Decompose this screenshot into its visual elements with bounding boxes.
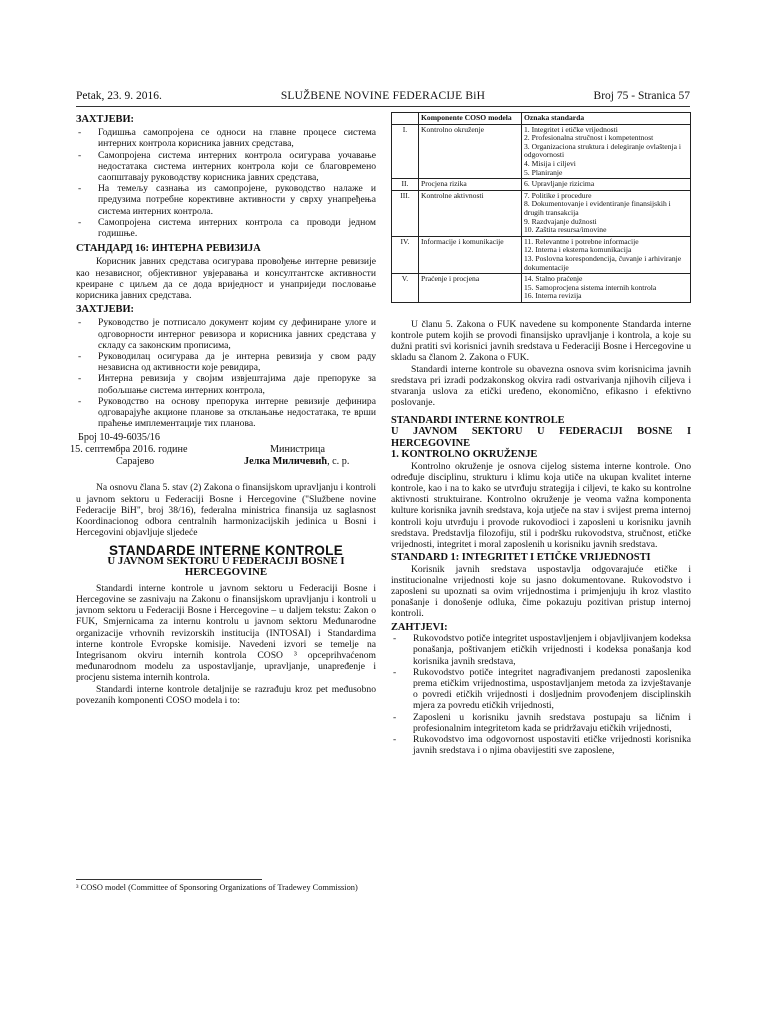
document-place: Сарајево — [116, 456, 155, 468]
document-number: Број 10-49-6035/16 — [78, 432, 160, 444]
list-item: - Руководство на основу препорука интерне ревизије дефинира одговарајуће акционе планове за отклањање недостатака, те врши праћење имплементације тих планова. — [76, 396, 376, 430]
table-cell-num: IV. — [392, 236, 419, 273]
list-item: - Rukovodstvo potiče integritet nagrađivanjem predanosti zaposlenika prema etičkim vrijednostima, uspostavljanjem metoda za izvještavanje o povredi etičkih vrijednosti i dosljednim provođenjem disciplinskih mjera za povredu etičkih vrijednosti, — [391, 667, 691, 712]
requirements-heading-3: ZAHTJEVI: — [391, 621, 448, 633]
list-item: - Rukovodstvo ima odgovornost uspostaviti etičke vrijednosti korisnika javnih sredstava i o njima obavijestiti sve zaposlene, — [391, 734, 691, 756]
list-item: - Самопројена система интерних контрола са проводи једном годишње. — [76, 217, 376, 239]
table-header-cell — [392, 113, 419, 125]
table-cell-standards: 14. Stalno praćenje 15. Samoprocjena sistema internih kontrola 16. Interna revizija — [522, 274, 691, 303]
list-item: - На темељу сазнања из самопројене, руководство налаже и предузима потребне корективне активности у сврху унапређења система интерних контрола. — [76, 183, 376, 217]
footnote-divider — [76, 879, 262, 880]
table-cell-component: Praćenje i procjena — [419, 274, 522, 303]
table-row — [392, 124, 691, 179]
requirements-heading-2: ЗАХТЈЕВИ: — [76, 304, 135, 316]
table-row — [392, 179, 691, 191]
table-header-components: Komponente COSO modela — [419, 113, 522, 125]
requirements-list — [76, 127, 376, 239]
table-cell-num: II. — [392, 179, 419, 191]
table-header-row — [392, 113, 691, 125]
standard-1-heading: STANDARD 1: INTEGRITET I ETIČKE VRIJEDNOSTI — [391, 552, 651, 564]
table-header-standards: Oznaka standarda — [522, 113, 691, 125]
left-column — [70, 112, 376, 706]
table-cell-component: Kontrolne aktivnosti — [419, 190, 522, 236]
signature-suffix: , с. р. — [327, 456, 350, 468]
document-subtitle: U JAVNOM SEKTORU U FEDERACIJI BOSNE I HERCEGOVINE — [107, 554, 345, 579]
footnote: ³ COSO model (Committee of Sponsoring Organizations of Tradewey Commission) — [76, 883, 358, 892]
signature-block — [70, 432, 376, 470]
right-column — [391, 112, 691, 756]
minister-name: Јелка Миличевић — [244, 456, 328, 468]
table-cell-standards: 7. Politike i procedure 8. Dokumentovanje i evidentiranje finansijskih i drugih transakcija 9. Razdvajanje dužnosti 10. Zaštita resursa/imovine — [522, 190, 691, 236]
body-paragraph: Standardi interne kontrole detaljnije se razrađuju kroz pet međusobno povezanih komponenti COSO modela i to: — [76, 683, 376, 706]
coso-table — [391, 112, 691, 303]
list-item: - Руководство је потписало документ којим су дефиниране улоге и одговорности интерног ревизора и корисника јавних средстава у складу са законским прописима, — [76, 317, 376, 351]
list-item: - Самопројена система интерних контрола осигурава уочавање недостатака система интерних контрола који се благовремено саопштавају руководству корисника јавних средстава, — [76, 150, 376, 184]
requirements-list-3 — [391, 633, 691, 756]
list-item: - Интерна ревизија у својим извјештајима даје препоруке за побољшање система интерних контрола, — [76, 373, 376, 395]
list-item: - Руководилац осигурава да је интерна ревизија у свом раду независна од активности које ревидира, — [76, 351, 376, 373]
table-cell-standards: 11. Relevantne i potrebne informacije 12. Interna i eksterna komunikacija 13. Poslovna korespondencija, čuvanje i arhiviranje dokumentacije — [522, 236, 691, 273]
table-cell-standards: 1. Integritet i etičke vrijednosti 2. Profesionalna stručnost i kompetentnost 3. Organizaciona struktura i delegiranje ovlaštenja i odgovornosti 4. Misija i ciljevi 5. Planiranje — [522, 124, 691, 179]
intro-paragraph: Na osnovu člana 5. stav (2) Zakona o finansijskom upravljanju i kontroli u javnom sektoru u Federaciji Bosne i Hercegovine ("Službene novine Federacije BiH", broj 38/16), federalna ministrica finansija uz saglasnost Koordinacionog odbora centralnih harmonizacijskih jedinica u Bosni i Hercegovini objavljuje sljedeće — [76, 482, 376, 539]
table-cell-component: Informacije i komunikacije — [419, 236, 522, 273]
page-header — [76, 90, 690, 107]
table-row — [392, 236, 691, 273]
list-item: - Zaposleni u korisniku javnih sredstava postupaju sa ličnim i profesionalnim integritetom kada se pridržavaju etičkih vrijednosti, — [391, 712, 691, 734]
requirements-heading: ЗАХТЈЕВИ: — [76, 114, 135, 125]
table-row — [392, 190, 691, 236]
requirements-list-2 — [76, 317, 376, 429]
body-paragraph: U članu 5. Zakona o FUK navedene su komponente Standarda interne kontrole putem kojih se provodi finansijsko upravljanje i kontrola, a koje su dužni pratiti svi korisnici javnih sredstava u Federaciji Bosne i Hercegovine u skladu sa članom 2. Zakona o FUK. — [391, 318, 691, 364]
body-paragraph: Standardi interne kontrole u javnom sektoru u Federaciji Bosne i Hercegovine se zasnivaju na Zakonu o finansijskom upravljanju i kontroli u javnom sektoru u Federaciji Bosne i Hercegovine – u daljem tekstu: Zakon o FUK, Smjernicama za internu kontrolu u javnom sektoru Međunarodne organizacije vrhovnih revizorskih institucija (INTOSAI) i Standardima interne kontrole Evropske komisije. Navedeni izvori se temelje na Integrisanom okviru internih kontrola COSO ³ opceprihvaćenom međunarodnom modelu za uspostavljanje, upravljanje, unapređenje i procjenu sistema internih kontrola. — [76, 582, 376, 684]
section-heading: STANDARDI INTERNE KONTROLE — [391, 414, 565, 426]
table-cell-component: Procjena rizika — [419, 179, 522, 191]
table-cell-component: Kontrolno okruženje — [419, 124, 522, 179]
table-cell-num: V. — [392, 274, 419, 303]
standard-16-heading: СТАНДАРД 16: ИНТЕРНА РЕВИЗИЈА — [76, 243, 261, 255]
section-subheading: U JAVNOM SEKTORU U FEDERACIJI BOSNE I HERCEGOVINE — [391, 426, 691, 449]
header-date: Petak, 23. 9. 2016. — [76, 90, 162, 102]
list-item: - Rukovodstvo potiče integritet uspostavljenjem i objavljivanjem kodeksa ponašanja, poštivanjem etičkih vrijednosti i kodeksa ponašanja kod korisnika javnih sredstava, — [391, 633, 691, 667]
minister-signature — [244, 456, 349, 467]
minister-title: Министрица — [270, 444, 326, 456]
table-row — [392, 274, 691, 303]
list-item: - Годишња самопројена се односи на главне процесе система интерних контрола корисника јавних средстава, — [76, 127, 376, 149]
standard-16-text: Корисник јавних средстава осигурава провођење интерне ревизије као независног, објективног увјеравања и консултантске активности креиране с циљем да се дода вриједност и унаприједи пословање корисника јавних средстава. — [76, 256, 376, 302]
document-title: STANDARDE INTERNE KONTROLE — [108, 542, 344, 558]
table-cell-standards: 6. Upravljanje rizicima — [522, 179, 691, 191]
document-date: 15. септембра 2016. године — [70, 444, 188, 456]
body-paragraph: Kontrolno okruženje je osnova cijelog sistema interne kontrole. Ono određuje disciplinu, strukturu i klimu koja utiče na ukupan kvalitet interne kontrole, kao i na to kako se utvrđuju strategija i ciljevi, te kako su kontrolne aktivnosti struktuirane. Kontrolno okruženje je veoma važna komponenta kulture korisnika javnih sredstava, koja utječe na stav i svijest prema internoj kontroli koju utvrđuju i provode rukovodioci i zaposleni u korisniku javnih sredstava. Predstavlja filozofiju, stil i podršku rukovodstva, stručnost, etičke vrijednosti, integritet i moral zaposlenih u korisniku javnih sredstava. — [391, 460, 691, 550]
table-cell-num: I. — [392, 124, 419, 179]
header-issue-page: Broj 75 - Stranica 57 — [593, 90, 690, 102]
table-cell-num: III. — [392, 190, 419, 236]
body-paragraph: Standardi interne kontrole su obavezna osnova svim korisnicima javnih sredstava pri izradi podzakonskog okvira radi ostvarivanja njihovih ciljeva i stvaranja uslova za etički uređeno, ekonomično, efikasno i efektivno poslovanje. — [391, 363, 691, 409]
header-publication: SLUŽBENE NOVINE FEDERACIJE BiH — [280, 90, 486, 102]
section-control-environment: 1. KONTROLNO OKRUŽENJE — [391, 449, 538, 460]
standard-1-text: Korisnik javnih sredstava uspostavlja odgovarajuće etičke i institucionalne vrijednosti koje su jasno dokumentovane. Rukovodstvo i zaposleni su upoznati sa ovim vrijednostima i primjenjuju ih kroz vlastito ponašanje i donošenje odluka, čime pokazuju pozitivan pristup internoj kontroli. — [391, 563, 691, 620]
